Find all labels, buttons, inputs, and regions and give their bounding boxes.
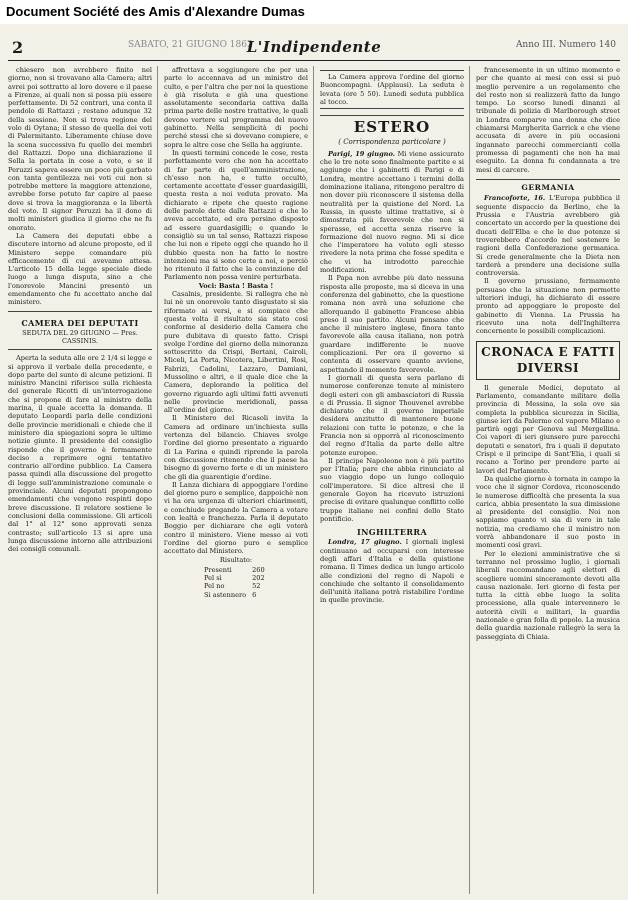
issue-info: Anno III. Numero 140 [515,40,616,50]
germania-heading: GERMANIA [476,179,620,193]
tally-value: 6 [252,590,257,599]
tally-label: Presenti [204,565,232,574]
estero-heading: ESTERO [320,115,464,137]
header-date-faint: SABATO, 21 GIUGNO 1862 [128,40,253,50]
camera-title: CAMERA DEI DEPUTATI [21,317,139,328]
col3-paragraph-1 [320,150,464,274]
table-row [204,582,271,590]
col2-paragraph-3: Casalnis, presidente. Si rallegra che nè lui nè un onorevole tanto disgustato si sia riformato ai versi, e si compiace che questa volta il risultato sia stato così conforme al desiderio della Camera che pure dubitava di questo fatto. Crispi svolge l'ordine del giorno della minoranza sottoscritto da Crispi, Bertani, Cairoli, Miceli, La Porta, Nicotera, Libertini, Rosi, Fabrizi, Cadolini, Lazzaro, Damiani, Mussolino e altri, e il quale dice che la Camera, deplorando la politica del governo riguardo agli ultimi fatti avvenuti nelle provincie meridionali, passa all'ordine del giorno. [164,290,308,415]
camera-section-box [8,311,152,351]
vote-result-title: Risultato: [219,555,253,564]
col4-text-2: L'Europa pubblica il seguente dispaccio da Berlino, che la Prussia e l'Austria avrebbero già concertato un accordo per la questione dei ducati dell'Elba e che le due potenze si troverebbero d'accordo nel sostenere le ragioni della Confederazione germanica. Si crede generalmente che la Dieta non tarderà a prendere una decisione sulla controversia. [476,194,620,278]
col3-paragraph-4: Il principe Napoleone non è più partito per l'Italia; pare che abbia rinunciato al suo viaggio dopo un lungo colloquio coll'imperatore. Si dice altresì che il generale Goyon ha ricevuto istruzioni precise di evitare qualunque conflitto colle truppe italiane nei confini dello Stato pontificio. [320,456,464,523]
francoforte-dateline: Francoforte, 16. [484,194,546,203]
column-3 [320,66,470,894]
table-row [204,574,271,582]
table-row [204,566,271,574]
column-1 [8,66,158,894]
col2-paragraph-5: Il Lanza dichiara di appoggiare l'ordine del giorno puro e semplice, dappoichè non vi ha ora urgenza di ulteriori chiarimenti, e conchiude pregando la Camera a votare con lealtà e franchezza. Parla il deputato Boggio per dichiarare che egli voterà contro il ministero. Viene messo ai voti l'ordine del giorno puro e semplice accettato dal Ministero. [164,480,308,556]
col4-paragraph-3: Il governo prussiano, fermamente persuaso che la situazione non permette ulteriori indugi, ha dichiarato di essere pronto ad appoggiare le proposte del gabinetto di Vienna. La Prussia ha ricevuto una nota dell'Inghilterra concernente le possibili complicazioni. [476,277,620,336]
column-4 [476,66,620,894]
vote-tally-table [204,566,271,599]
table-row [204,591,271,599]
col4-paragraph-4: Il generale Medici, deputato al Parlamento, comandante militare della provincia di Messina, la sola ove sia completa la pubblica sicurezza in Sicilia, giunse ieri da Palermo col vapore Milano e partirà oggi per Genova sul Mergellina. Coi vapori di ieri giunsero pure parecchi deputati e senatori, fra i quali il deputato Crispi e il principe di Sant'Elia, i quali si recano a Torino per prendere parte ai lavori del Parlamento. [476,383,620,475]
parigi-dateline: Parigi, 19 giugno. [328,149,396,158]
newspaper-page [0,24,628,900]
cronaca-heading: CRONACA E FATTI DIVERSI [476,341,620,379]
tally-label: Si astennero [204,590,247,599]
col2-paragraph-1: affrettava a soggiungere che per una parte lo accennava ad un ministro del culto, e per l'altra che per noi la questione è già risoluta e già una questione assolutamente secondaria cattiva dalla prima parte delle nostre trattative, le quali devono vertere sul programma del nuovo gabinetto. Nella semplicità di pochi perché stessi che si dovevano compiere, e sopra le altre cose che Sella ha aggiunte. [164,66,308,149]
tally-value: 202 [252,574,265,583]
londra-dateline: Londra, 17 giugno. [328,538,402,547]
col4-paragraph-1: francesemente in un ultimo momento e per che quanto ai mesi con essi si può meglio pervenire a un regolamento che del resto non si realizzerà fatto da lungo tempo. Lo scorso lunedì dinanzi al tribunale di polizia di Marlborough street in Londra comparve una donna che dice chiamarsi Margherita Garrick e che viene accusata di avere in più occasioni ingannato parecchi commercianti colla promessa di pagamenti che non ha mai eseguito. La donna fu condannata a tre mesi di carcere. [476,66,620,174]
inghilterra-heading: INGHILTERRA [356,527,428,538]
col2-voci: Voci: Basta ! Basta ! [198,281,274,290]
page-number: 2 [12,38,24,57]
col4-paragraph-5: Da qualche giorno è tornata in campo la voce che il signor Cordova, riconoscendo le numerose difficoltà che presenta la sua carica, abbia presentato la sua dimissione al presidente del consiglio. Noi non sappiamo quanto vi sia di vero in tale notizia, ma crediamo che il ministro non vorrà abbandonare il suo posto in momenti così gravi. [476,474,620,550]
masthead-title: L'Indipendente [246,38,382,56]
col3-text-5: I giornali inglesi continuano ad occuparsi con interesse degli affari d'Italia e della quistione romana. Il Times dedica un lungo articolo alle condizioni del regno di Napoli e conchiude che soltanto il consolidamento dell'unità italiana potrà ristabilire l'ordine in quelle provincie. [320,538,464,605]
col1-paragraph-2: La Camera dei deputati ebbe a discutere intorno ad alcune proposte, ed il Ministero seppe comandare più efficacemente di cui avevamo attesa. L'articolo 15 della legge speciale diede luogo a lunga disputa, sino a che l'onorevole Mancini presentò un emendamento che fu accettato anche dal ministero. [8,231,152,307]
tally-label: Pel sì [204,574,222,583]
page-header [8,32,620,61]
col3-intro: La Camera approva l'ordine del giorno Buoncompagni. (Applausi). La seduta è levata (ore 5 50). Lunedì seduta pubblica al tocco. [320,73,464,106]
document-banner: Document Société des Amis d'Alexandre Dumas [0,0,628,24]
column-2 [164,66,314,894]
col3-paragraph-5 [320,538,464,604]
col1-paragraph-3: Aperta la seduta alle ore 2 1/4 si legge e si approva il verbale della precedente, e dopo parte del sunto di alcune petizioni. Il ministro Mancini riferisce sulla richiesta del generale Ricotti di un'interrogazione che si propone di fare al ministro della marina, il quale accetta la domanda. Il deputato Leopardi parla delle condizioni delle provincie meridionali e chiede che il ministero dia spiegazioni sopra le ultime notizie giunte. Il presidente del consiglio risponde che il governo è fermamente deciso a reprimere ogni tentativo contrario all'ordine pubblico. La Camera passa quindi alla discussione del progetto di legge sull'amministrazione comunale e provinciale. Alcuni deputati propongono emendamenti che vengono respinti dopo breve discussione. Il relatore sostiene le conclusioni della commissione. Gli articoli dal 1° al 12° sono approvati senza contrasto; sull'articolo 13 si apre una lunga discussione intorno alle attribuzioni dei consigli comunali. [8,354,152,554]
col3-paragraph-2: Il Papa non avrebbe più dato nessuna risposta alle proposte, ma si diceva in una conferenza del gabinetto, che la questione romana non avrà una soluzione che allorquando il gabinetto Francese abbia preso il suo partito. Alcuni pensano che anche il ministero inglese, finora tanto favorevole alla causa italiana, non potrà guardare indifferente le nuove complicazioni. Per ora il governo si contenta di osservare quanto avviene, aspettando il momento favorevole. [320,274,464,374]
col4-paragraph-2 [476,194,620,277]
columns-container [8,66,620,894]
col3-paragraph-3: I giornali di questa sera parlano di numerose conferenze tenute al ministero degli esteri con gli ambasciatori di Russia e di Prussia. Il signor Thouvenel avrebbe dichiarato che il governo imperiale desidera anzitutto di mantenere buone relazioni con tutte le potenze, e che la Francia non si opporrà al riconoscimento del regno d'Italia da parte delle altre potenze europee. [320,373,464,457]
col3-intro-box [320,70,464,109]
tally-value: 52 [252,582,261,591]
col2-paragraph-2: In questi termini concede le cose, resta perfettamente vero che non ha accettato di far parte di quell'amministrazione, ch'esso non ha, e tutto occultò, certamente accettate d'esser guardasigilli, questa resta a noi veduta provato. Ma dichiarato e ripete che questo ragione delle parole dette dalle Rattazzi e che lo aveva accettato, ed era persino disposto ad essere guardasigilli; e quando le consigliò su un tal senso, Rattazzi rispose che lui non e ripete oggi che quando ho il dubbio questa non ha fatto le nostre intenzioni ma si sono certe a noi, e perciò ho ritenuto il fatto che la convinzione del Parlamento non possa venire perturbata. [164,148,308,282]
col4-paragraph-6: Per le elezioni amministrative che si terranno nel prossimo luglio, i giornali liberali raccomandano agli elettori di scegliere uomini sinceramente devoti alla causa nazionale. Ieri giorno di festa per tutta la città ebbe luogo la solita processione, alla quale intervennero le autorità civili e militari, la guardia nazionale e gran folla di popolo. La musica della guardia nazionale rallegrò la sera la passeggiata di Chiaia. [476,549,620,641]
col2-paragraph-4: Il Ministero del Ricasoli invita la Camera ad ordinare un'inchiesta sulla vertenza del bilancio. Chiaves svolge l'ordine del giorno presentato a riguardo di La Farina e quindi riprende la parola con discussione ritenendo che il paese ha bisogno di governo forte e di un ministero che gli dia guarentigie d'ordine. [164,414,308,481]
correspondence-note: ( Corrispondenza particolare ) [338,138,446,147]
tally-label: Pel no [204,582,225,591]
camera-subtitle: SEDUTA DEL 29 GIUGNO — Pres. CASSINIS. [22,328,138,345]
tally-value: 260 [252,565,265,574]
col1-paragraph-1: chiesero non avrebbero finito nel giorno, non si trovavano alla Camera; altri avrei poi sottratto al loro dovere e il paese a Firenze, ai quali non si possa più essere perfettamente. Di 52 contrari, una conta il pendolo di Rattazzi ; restano adunque 32 della sessione. Non si trova regione del volo di Oytana; il stesso de quella dei voti di Palermitanto. Liberamente chiuse dove la scena successiva fu quello dei membri del Rattazzi. Dopo una dichiarazione il Sella la portata in cose a voto, e se il Peruzzi sapeva essere un poco più garbato con tanta gentilezza nei voti cui non si potrebbe mettere la maggiore attenzione, avrebbe forse potuto far capire al paese dove si trova la maggioranza e la libertà del voto. Il signor Peruzzi ha il dono di molti ministeri giudica il giorno che ne fu onorato. [8,66,152,232]
col3-text-1: Mi viene assicurato che le tre note sono finalmente partite e si aggiunge che i gabinetti di Parigi e di Londra, mentre accettano i termini della dominazione italiana, ritengono peraltro di non dover più riconoscere il sistema della neutralità per la quistione del Nord. La Russia, in queste ultime trattative, si è dimostrata più favorevole che non si sperasse, ed accetta senza riserve la formazione del nuovo regno. Mi si dice che l'imperatore ha voluto egli stesso rivedere la nota prima che fosse spedita e che vi ha introdotto parecchie modificazioni. [320,149,464,275]
